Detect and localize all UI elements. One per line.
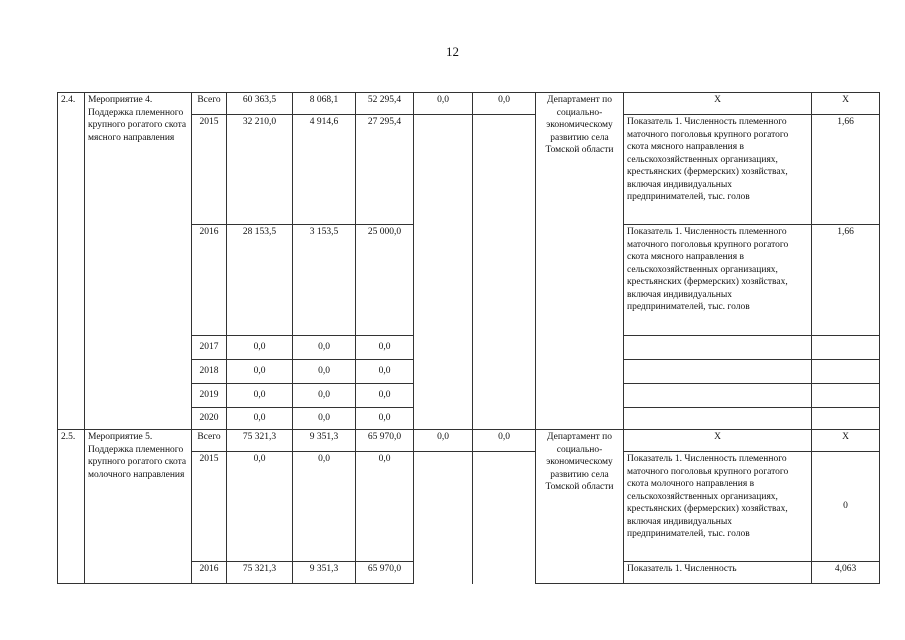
- year-cell: 2016: [192, 562, 227, 584]
- value-cell: [812, 408, 880, 430]
- regional-cell: 0,0: [356, 384, 414, 408]
- indicator-cell: Показатель 1. Численность племенного маточного поголовья крупного рогатого скота мясного направления в сельскохозяйственных организациях, крестьянских (фермерских) хозяйствах, включая индивидуальных предпринимателей, тыс. голов: [624, 115, 812, 225]
- year-cell: 2019: [192, 384, 227, 408]
- extra-cell: [473, 336, 536, 360]
- value-cell: [812, 360, 880, 384]
- item-number: 2.5.: [58, 430, 85, 584]
- department-cell: Департамент по социально-экономическому развитию села Томской области: [536, 93, 624, 430]
- value-cell: [812, 336, 880, 360]
- value-cell: 0: [812, 452, 880, 562]
- local-cell: [414, 115, 473, 225]
- year-cell: 2015: [192, 115, 227, 225]
- sum-cell: 0,0: [227, 384, 293, 408]
- regional-cell: 0,0: [356, 408, 414, 430]
- local-cell: [414, 452, 473, 562]
- item-number: 2.4.: [58, 93, 85, 430]
- local-cell: [414, 225, 473, 336]
- value-cell: Х: [812, 430, 880, 452]
- sum-cell: 60 363,5: [227, 93, 293, 115]
- sum-cell: 75 321,3: [227, 562, 293, 584]
- extra-cell: 0,0: [473, 93, 536, 115]
- federal-cell: 0,0: [293, 336, 356, 360]
- regional-cell: 0,0: [356, 452, 414, 562]
- indicator-cell: [624, 408, 812, 430]
- indicator-cell: Х: [624, 93, 812, 115]
- year-cell: 2015: [192, 452, 227, 562]
- year-cell: 2020: [192, 408, 227, 430]
- extra-cell: 0,0: [473, 430, 536, 452]
- year-cell: Всего: [192, 430, 227, 452]
- value-cell: 4,063: [812, 562, 880, 584]
- year-cell: Всего: [192, 93, 227, 115]
- sum-cell: 75 321,3: [227, 430, 293, 452]
- sum-cell: 28 153,5: [227, 225, 293, 336]
- table-row: [58, 93, 880, 115]
- department-cell: Департамент по социально-экономическому развитию села Томской области: [536, 430, 624, 584]
- extra-cell: [473, 360, 536, 384]
- federal-cell: 9 351,3: [293, 562, 356, 584]
- program-table: [57, 92, 880, 584]
- federal-cell: 0,0: [293, 360, 356, 384]
- indicator-cell: Показатель 1. Численность племенного маточного поголовья крупного рогатого скота мясного направления в сельскохозяйственных организациях, крестьянских (фермерских) хозяйствах, включая индивидуальных предпринимателей, тыс. голов: [624, 225, 812, 336]
- extra-cell: [473, 115, 536, 225]
- extra-cell: [473, 452, 536, 562]
- sum-cell: 0,0: [227, 360, 293, 384]
- value-cell: 1,66: [812, 115, 880, 225]
- federal-cell: 8 068,1: [293, 93, 356, 115]
- local-cell: [414, 360, 473, 384]
- local-cell: [414, 562, 473, 584]
- local-cell: 0,0: [414, 430, 473, 452]
- regional-cell: 27 295,4: [356, 115, 414, 225]
- regional-cell: 65 970,0: [356, 562, 414, 584]
- year-cell: 2016: [192, 225, 227, 336]
- federal-cell: 0,0: [293, 384, 356, 408]
- item-name: Мероприятие 4. Поддержка племенного крупного рогатого скота мясного направления: [85, 93, 192, 430]
- year-cell: 2018: [192, 360, 227, 384]
- federal-cell: 3 153,5: [293, 225, 356, 336]
- page-number: 12: [446, 44, 459, 59]
- regional-cell: 25 000,0: [356, 225, 414, 336]
- value-cell: [812, 384, 880, 408]
- value-cell: 1,66: [812, 225, 880, 336]
- federal-cell: 9 351,3: [293, 430, 356, 452]
- table-row: [58, 430, 880, 452]
- indicator-cell: [624, 336, 812, 360]
- extra-cell: [473, 562, 536, 584]
- item-name: Мероприятие 5. Поддержка племенного крупного рогатого скота молочного направления: [85, 430, 192, 584]
- indicator-cell: [624, 384, 812, 408]
- value-cell: Х: [812, 93, 880, 115]
- indicator-cell: Показатель 1. Численность: [624, 562, 812, 584]
- year-cell: 2017: [192, 336, 227, 360]
- federal-cell: 0,0: [293, 452, 356, 562]
- regional-cell: 0,0: [356, 360, 414, 384]
- federal-cell: 4 914,6: [293, 115, 356, 225]
- regional-cell: 52 295,4: [356, 93, 414, 115]
- indicator-cell: Х: [624, 430, 812, 452]
- sum-cell: 0,0: [227, 336, 293, 360]
- local-cell: 0,0: [414, 93, 473, 115]
- extra-cell: [473, 225, 536, 336]
- regional-cell: 0,0: [356, 336, 414, 360]
- local-cell: [414, 408, 473, 430]
- regional-cell: 65 970,0: [356, 430, 414, 452]
- extra-cell: [473, 408, 536, 430]
- local-cell: [414, 384, 473, 408]
- extra-cell: [473, 384, 536, 408]
- indicator-cell: [624, 360, 812, 384]
- federal-cell: 0,0: [293, 408, 356, 430]
- sum-cell: 0,0: [227, 452, 293, 562]
- sum-cell: 32 210,0: [227, 115, 293, 225]
- sum-cell: 0,0: [227, 408, 293, 430]
- local-cell: [414, 336, 473, 360]
- indicator-cell: Показатель 1. Численность племенного маточного поголовья крупного рогатого скота молочного направления в сельскохозяйственных организациях, крестьянских (фермерских) хозяйствах, включая индивидуальных предпринимателей, тыс. голов: [624, 452, 812, 562]
